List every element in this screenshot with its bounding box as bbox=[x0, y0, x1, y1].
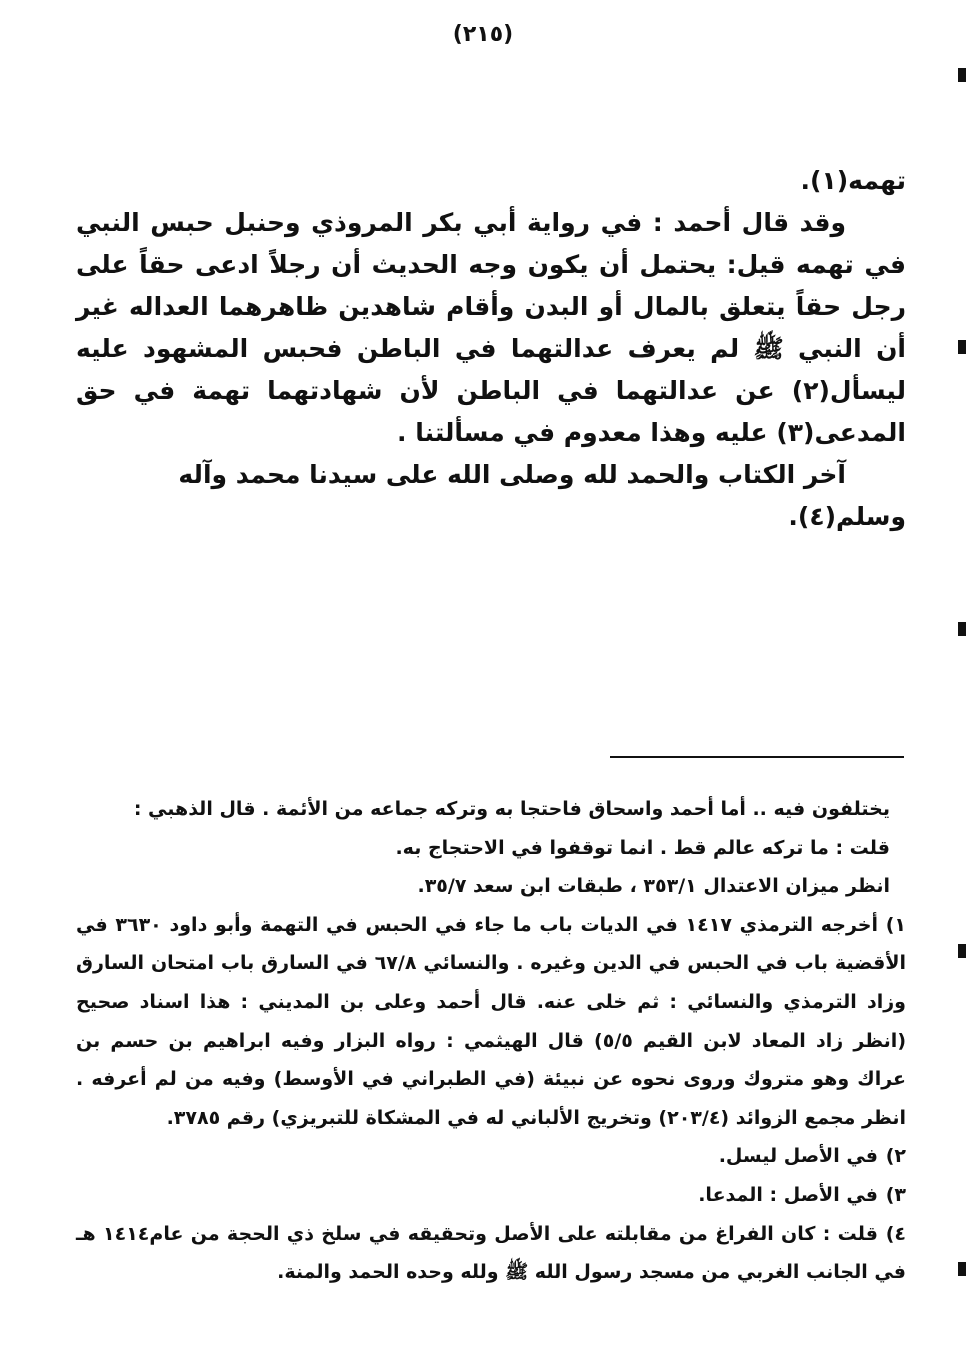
main-text bbox=[76, 160, 906, 538]
footnote-3 bbox=[76, 1176, 906, 1215]
footnotes bbox=[76, 790, 906, 1292]
page-number: (٢١٥) bbox=[452, 22, 514, 47]
footnote-separator bbox=[610, 756, 904, 758]
footnote-text: في الأصل ليسل. bbox=[718, 1145, 878, 1168]
footnote-continuation-line: انظر ميزان الاعتدال ٣٥٣/١ ، طبقات ابن سعد ٣٥/٧. bbox=[417, 875, 890, 898]
footnote-4 bbox=[76, 1215, 906, 1292]
footnote-2 bbox=[76, 1137, 906, 1176]
footnote-number: ٢) bbox=[885, 1145, 906, 1168]
scan-edge-mark bbox=[958, 340, 966, 354]
footnote-continuation-line: يختلفون فيه .. أما أحمد واسحاق فاحتجا به وتركه جماعه من الأئمة . قال الذهبي : bbox=[133, 798, 890, 820]
scan-edge-mark bbox=[958, 944, 966, 958]
footnote-continuation-line: قلت : ما تركه عالم قط . انما توقفوا في الاحتجاج به. bbox=[395, 836, 890, 859]
scan-edge-mark bbox=[958, 68, 966, 82]
body-paragraph-1: وقد قال أحمد : في رواية أبي بكر المروذي وحنبل حبس النبي في تهمه قيل: يحتمل أن يكون وجه الحديث أن رجلاً ادعى حقاً على رجل حقاً يتعلق بالمال أو البدن وأقام شاهدين ظاهرهما العداله غير أن النبي ﷺ لم يعرف عدالتهما في الباطن فحبس المشهود عليه ليسأل(٢) عن عدالتهما في الباطن لأن شهادتهما تهمة في حق المدعى(٣) عليه وهذا معدوم في مسألتنا . bbox=[76, 208, 906, 447]
footnote-text: في الأصل : المدعا. bbox=[698, 1183, 878, 1206]
footnote-number: ٣) bbox=[885, 1183, 906, 1206]
footnote-text: أخرجه الترمذي ١٤١٧ في الديات باب ما جاء في الحبس في التهمة وأبو داود ٣٦٣٠ في الأقضية باب في الحبس في الدين وغيره . والنسائي ٦٧/٨ في السارق باب امتحان السارق وزاد الترمذي والنسائي : ثم خلى عنه. قال أحمد وعلى بن المديني : هذا اسناد صحيح (انظر زاد المعاد لابن القيم ٥/٥) قال الهيثمي : رواه البزار وفيه ابراهيم بن حسم بن عراك وهو متروك وروى نحوه عن نبيئة (في الطبراني في الأوسط) وفيه من لم أعرفه . انظر مجمع الزوائد (٢٠٣/٤) وتخريج الألباني له في المشكاة للتبريزي) رقم ٣٧٨٥. bbox=[76, 913, 907, 1129]
body-paragraph-2: آخر الكتاب والحمد لله وصلى الله على سيدنا محمد وآله وسلم(٤). bbox=[178, 460, 906, 531]
footnote-number: ١) bbox=[885, 913, 906, 936]
footnote-text: قلت : كان الفراغ من مقابلته على الأصل وتحقيقه في سلخ ذي الحجة من عام١٤١٤ هـ في الجانب الغربي من مسجد رسول الله ﷺ ولله وحده الحمد والمنة. bbox=[76, 1222, 906, 1284]
scan-edge-mark bbox=[958, 622, 966, 636]
footnote-number: ٤) bbox=[885, 1222, 906, 1245]
footnote-1 bbox=[76, 906, 906, 1138]
body-line-1: تهمه(١). bbox=[800, 166, 906, 195]
scan-edge-mark bbox=[958, 1262, 966, 1276]
